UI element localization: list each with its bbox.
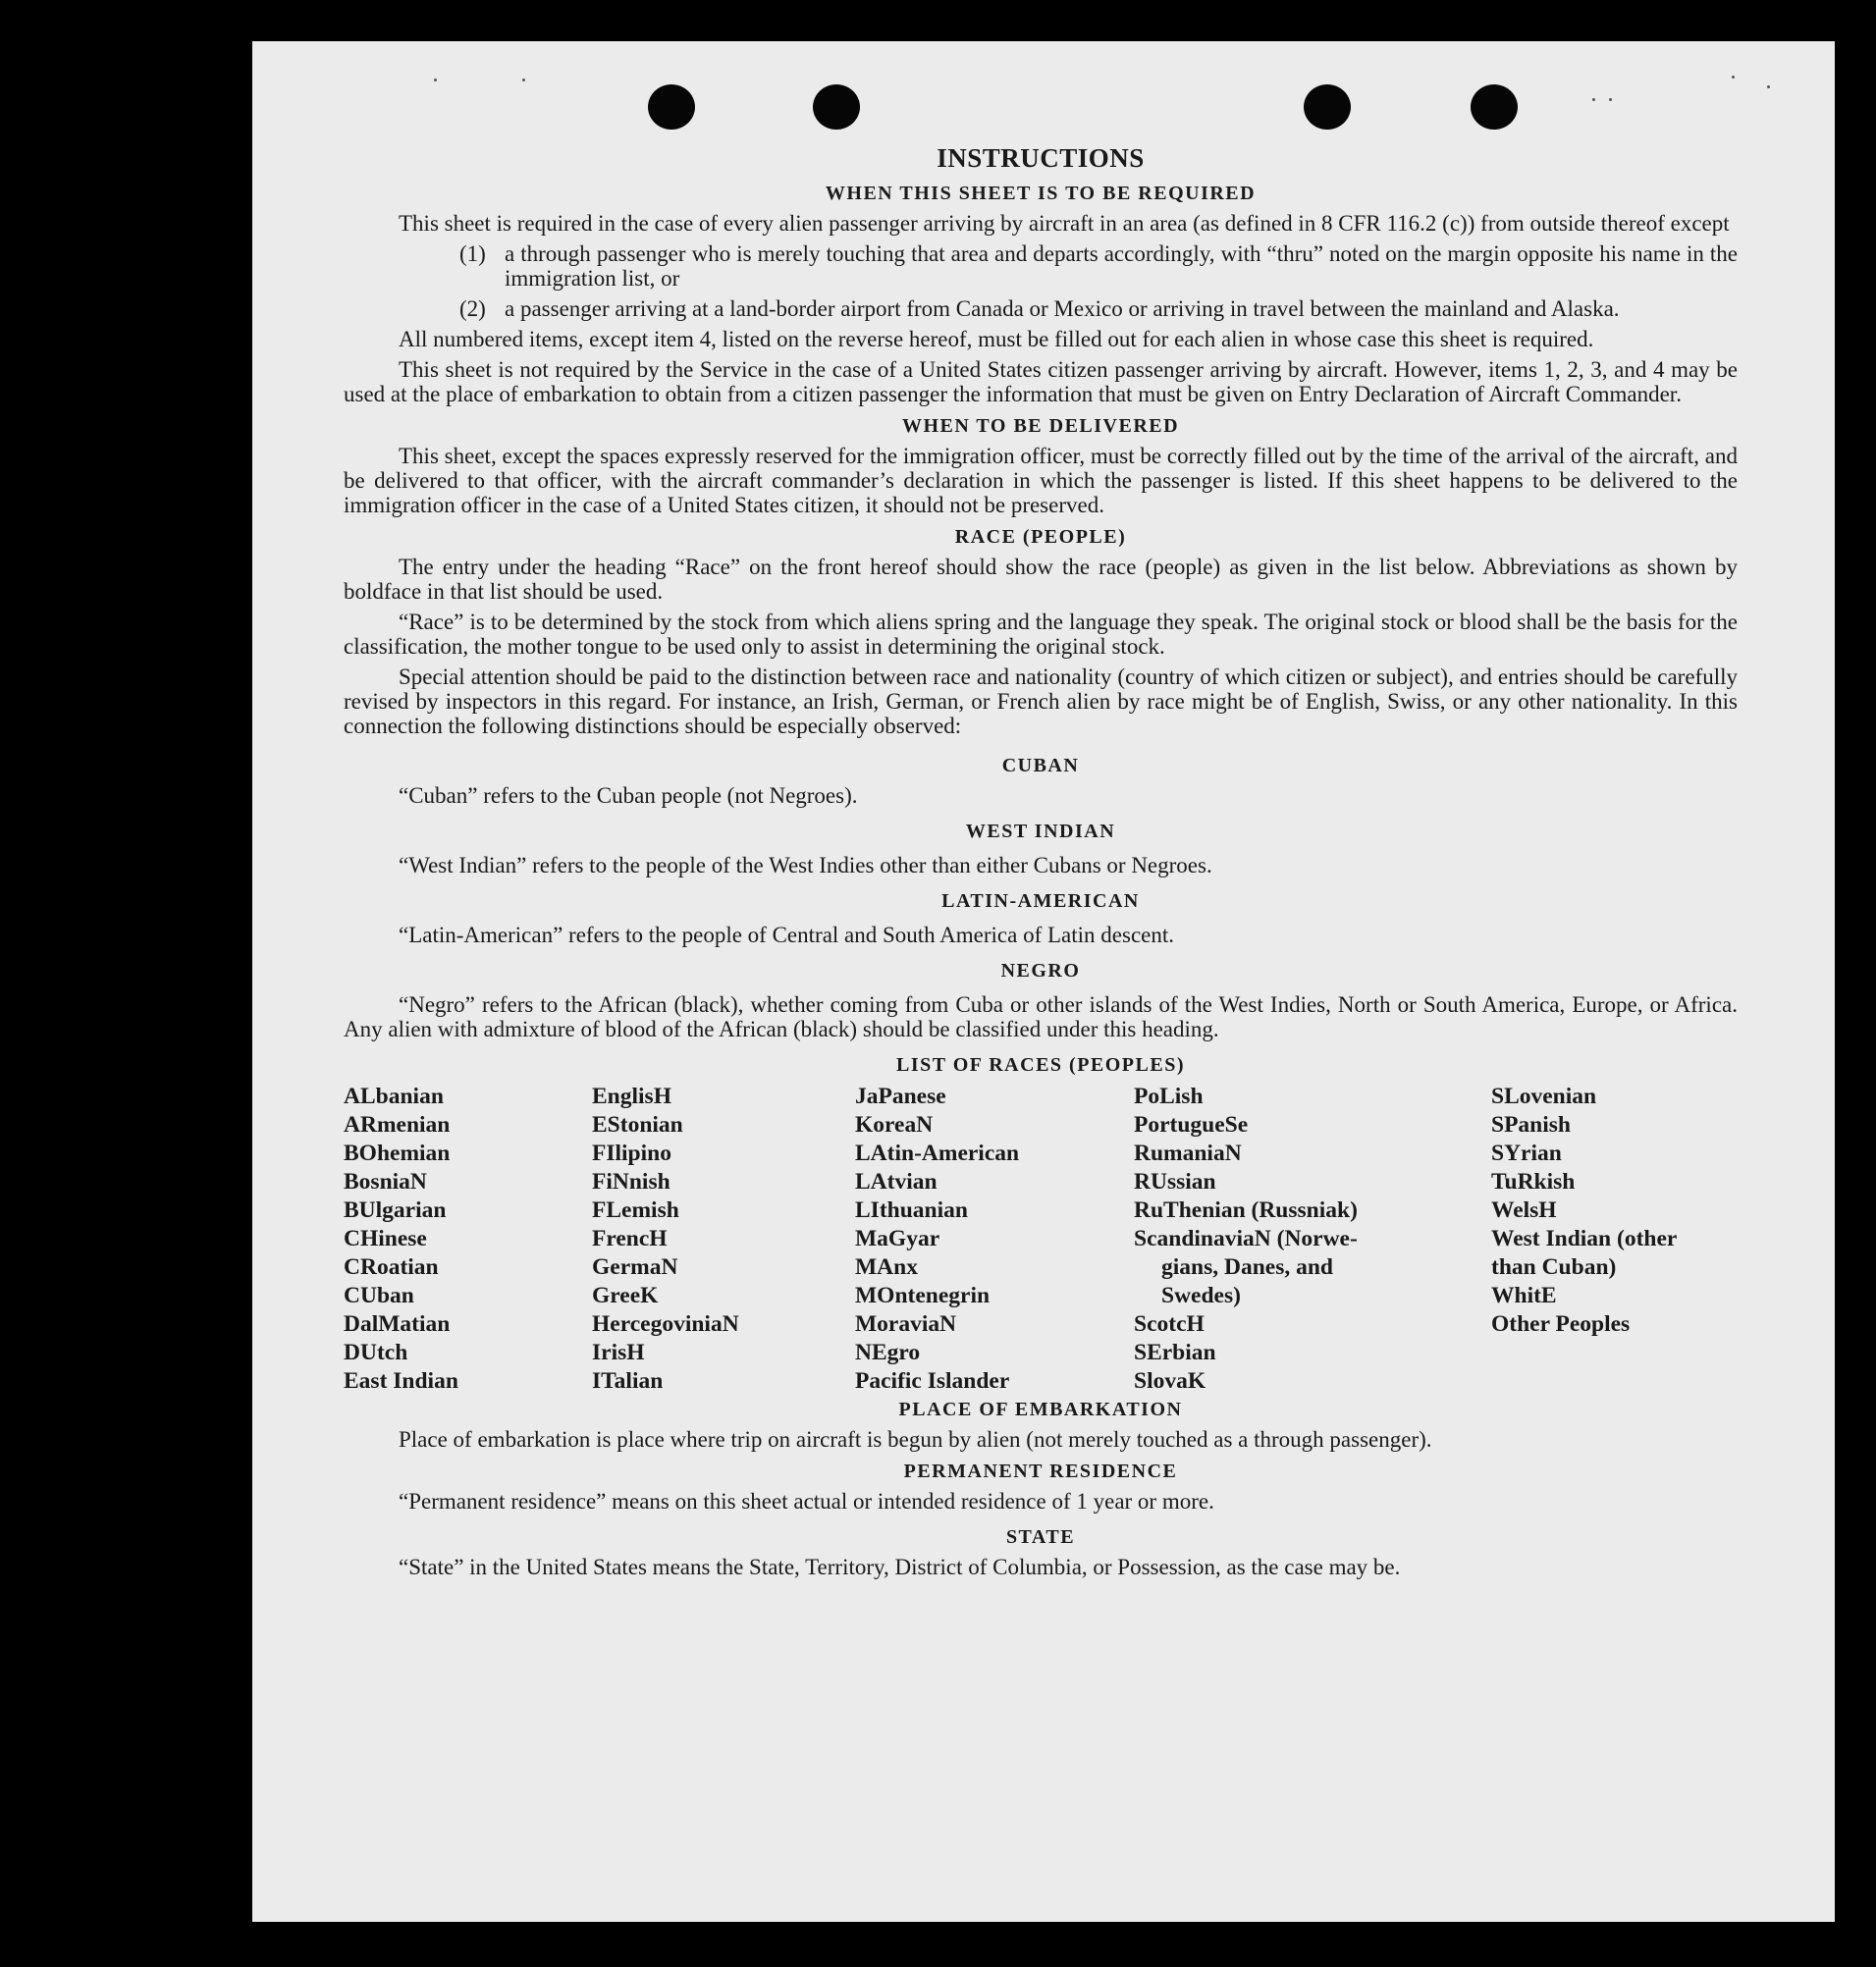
races-column-4 (1134, 1083, 1491, 1396)
when-required-citizen-note: This sheet is not required by the Service in the case of a United States citizen passenger arriving by aircraft. However, items 1, 2, 3, and 4 may be used at the place of embarkation to obtain from a citizen passenger the information that must be given on Entry Declaration of Aircraft Commander. (344, 357, 1738, 407)
races-column-2 (592, 1083, 855, 1396)
races-column-3 (855, 1083, 1134, 1396)
race-entry: Other Peoples (1491, 1311, 1631, 1338)
heading-list-of-races: LIST OF RACES (PEOPLES) (895, 1054, 1185, 1077)
instructions-content (344, 100, 1738, 1585)
races-column-5 (1491, 1083, 1738, 1396)
heading-cuban: CUBAN (1001, 755, 1080, 777)
race-entry: RumaniaN (1134, 1141, 1242, 1167)
race-entry: WelsH (1491, 1197, 1557, 1224)
state-text: “State” in the United States means the State, Territory, District of Columbia, or Possession, as the case may be. (399, 1555, 1401, 1580)
races-column-1 (344, 1083, 592, 1396)
race-entry: BosniaN (344, 1169, 427, 1196)
heading-negro: NEGRO (1000, 960, 1081, 983)
exception-number: (1) (459, 241, 486, 267)
race-entry: RUssian (1134, 1169, 1216, 1196)
when-delivered-text: This sheet, except the spaces expressly reserved for the immigration officer, must be correctly filled out by the time of the arrival of the aircraft, and be delivered to that officer, with the aircraft commander’s declaration in which the passenger is listed. If this sheet happens to be delivered to the immigration officer in the case of a United States citizen, it should not be preserved. (344, 444, 1738, 518)
race-entry: CRoatian (344, 1254, 439, 1281)
exception-text: a passenger arriving at a land-border airport from Canada or Mexico or arriving in travel between the mainland and Alaska. (505, 296, 1620, 322)
race-entry: FrencH (592, 1226, 668, 1252)
race-entry: CUban (344, 1283, 414, 1309)
race-entry: LIthuanian (855, 1197, 968, 1224)
race-entry: ALbanian (344, 1084, 444, 1110)
race-entry: SYrian (1491, 1141, 1562, 1167)
race-entry: PortugueSe (1134, 1112, 1249, 1139)
race-entry: BOhemian (344, 1141, 451, 1167)
exception-item-1 (344, 241, 1738, 291)
heading-embarkation: PLACE OF EMBARKATION (898, 1399, 1183, 1421)
race-entry: BUlgarian (344, 1197, 447, 1224)
negro-text: “Negro” refers to the African (black), whether coming from Cuba or other islands of the West Indies, North or South America, Europe, or Africa. Any alien with admixture of blood of the African (black) should be classified under this heading. (344, 992, 1738, 1042)
when-required-intro: This sheet is required in the case of every alien passenger arriving by aircraft in an area (as defined in 8 CFR 116.2 (c)) from outside thereof except (399, 211, 1730, 237)
heading-latin-american: LATIN-AMERICAN (941, 890, 1140, 913)
race-paragraph-1: The entry under the heading “Race” on the front hereof should show the race (people) as given in the list below. Abbreviations as shown by boldface in that list should be used. (344, 555, 1738, 605)
heading-west-indian: WEST INDIAN (965, 821, 1116, 843)
race-entry: Pacific Islander (855, 1368, 1010, 1395)
speck (1732, 76, 1735, 79)
race-entry: TuRkish (1491, 1169, 1576, 1196)
race-entry: FiNnish (592, 1169, 670, 1196)
west-indian-text: “West Indian” refers to the people of the West Indies other than either Cubans or Negroes. (399, 853, 1212, 878)
exception-text: a through passenger who is merely touching that area and departs accordingly, with “thru” noted on the margin opposite his name in the immigration list, or (505, 241, 1738, 292)
race-entry: MaGyar (855, 1226, 940, 1252)
race-entry: ARmenian (344, 1112, 451, 1139)
race-entry: ScotcH (1134, 1311, 1205, 1338)
race-entry: DUtch (344, 1340, 408, 1366)
race-entry: FLemish (592, 1197, 679, 1224)
heading-permanent-residence: PERMANENT RESIDENCE (903, 1461, 1178, 1483)
race-entry-continued: Swedes) (1161, 1283, 1241, 1309)
race-entry: KoreaN (855, 1112, 934, 1139)
latin-american-text: “Latin-American” refers to the people of Central and South America of Latin descent. (399, 923, 1174, 948)
race-entry: IrisH (592, 1340, 645, 1366)
permanent-residence-text: “Permanent residence” means on this sheet actual or intended residence of 1 year or more. (399, 1489, 1214, 1515)
speck (522, 79, 525, 81)
race-entry: West Indian (other (1491, 1226, 1678, 1252)
race-paragraph-3: Special attention should be paid to the distinction between race and nationality (country of which citizen or subject), and entries should be carefully revised by inspectors in this regard. For instance, an Irish, German, or French alien by race might be of English, Swiss, or any other nationality. In this connection the following distinctions should be especially observed: (344, 665, 1738, 739)
exception-number: (2) (459, 296, 486, 322)
race-entry: ScandinaviaN (Norwe- (1134, 1226, 1358, 1252)
race-entry: CHinese (344, 1226, 427, 1252)
heading-when-delivered: WHEN TO BE DELIVERED (901, 415, 1180, 438)
race-entry: ITalian (592, 1368, 664, 1395)
heading-race: RACE (PEOPLE) (954, 526, 1127, 549)
race-entry: FIlipino (592, 1141, 671, 1167)
race-entry: SLovenian (1491, 1084, 1597, 1110)
races-list (344, 1083, 1738, 1396)
embarkation-text: Place of embarkation is place where trip on aircraft is begun by alien (not merely touched as a through passenger). (399, 1427, 1432, 1453)
race-entry: HercegoviniaN (592, 1311, 739, 1338)
race-entry: LAtin-American (855, 1141, 1020, 1167)
race-entry: MAnx (855, 1254, 918, 1281)
race-entry: WhitE (1491, 1283, 1557, 1309)
speck (434, 79, 437, 81)
race-entry: RuThenian (Russniak) (1134, 1197, 1358, 1224)
race-entry: SErbian (1134, 1340, 1216, 1366)
document-page (252, 41, 1835, 1922)
heading-state: STATE (1005, 1526, 1076, 1549)
race-entry: East Indian (344, 1368, 458, 1395)
race-entry: MoraviaN (855, 1311, 957, 1338)
race-entry: PoLish (1134, 1084, 1204, 1110)
race-entry: GreeK (592, 1283, 659, 1309)
race-entry-continued: than Cuban) (1491, 1254, 1617, 1281)
race-entry: DalMatian (344, 1311, 451, 1338)
race-entry-continued: gians, Danes, and (1161, 1254, 1333, 1281)
race-paragraph-2: “Race” is to be determined by the stock from which aliens spring and the language they speak. The original stock or blood shall be the basis for the classification, the mother tongue to be used only to assist in determining the original stock. (344, 610, 1738, 660)
race-entry: GermaN (592, 1254, 678, 1281)
race-entry: EnglisH (592, 1084, 671, 1110)
exception-item-2 (344, 296, 1738, 321)
race-entry: LAtvian (855, 1169, 938, 1196)
when-required-numbered-items: All numbered items, except item 4, listed on the reverse hereof, must be filled out for each alien in whose case this sheet is required. (399, 327, 1594, 352)
race-entry: EStonian (592, 1112, 683, 1139)
race-entry: SlovaK (1134, 1368, 1206, 1395)
speck (1767, 85, 1770, 88)
race-entry: SPanish (1491, 1112, 1571, 1139)
heading-when-required: WHEN THIS SHEET IS TO BE REQUIRED (825, 183, 1257, 205)
cuban-text: “Cuban” refers to the Cuban people (not Negroes). (399, 783, 858, 809)
race-entry: MOntenegrin (855, 1283, 991, 1309)
race-entry: NEgro (855, 1340, 921, 1366)
document-title: INSTRUCTIONS (937, 143, 1145, 173)
race-entry: JaPanese (855, 1084, 946, 1110)
